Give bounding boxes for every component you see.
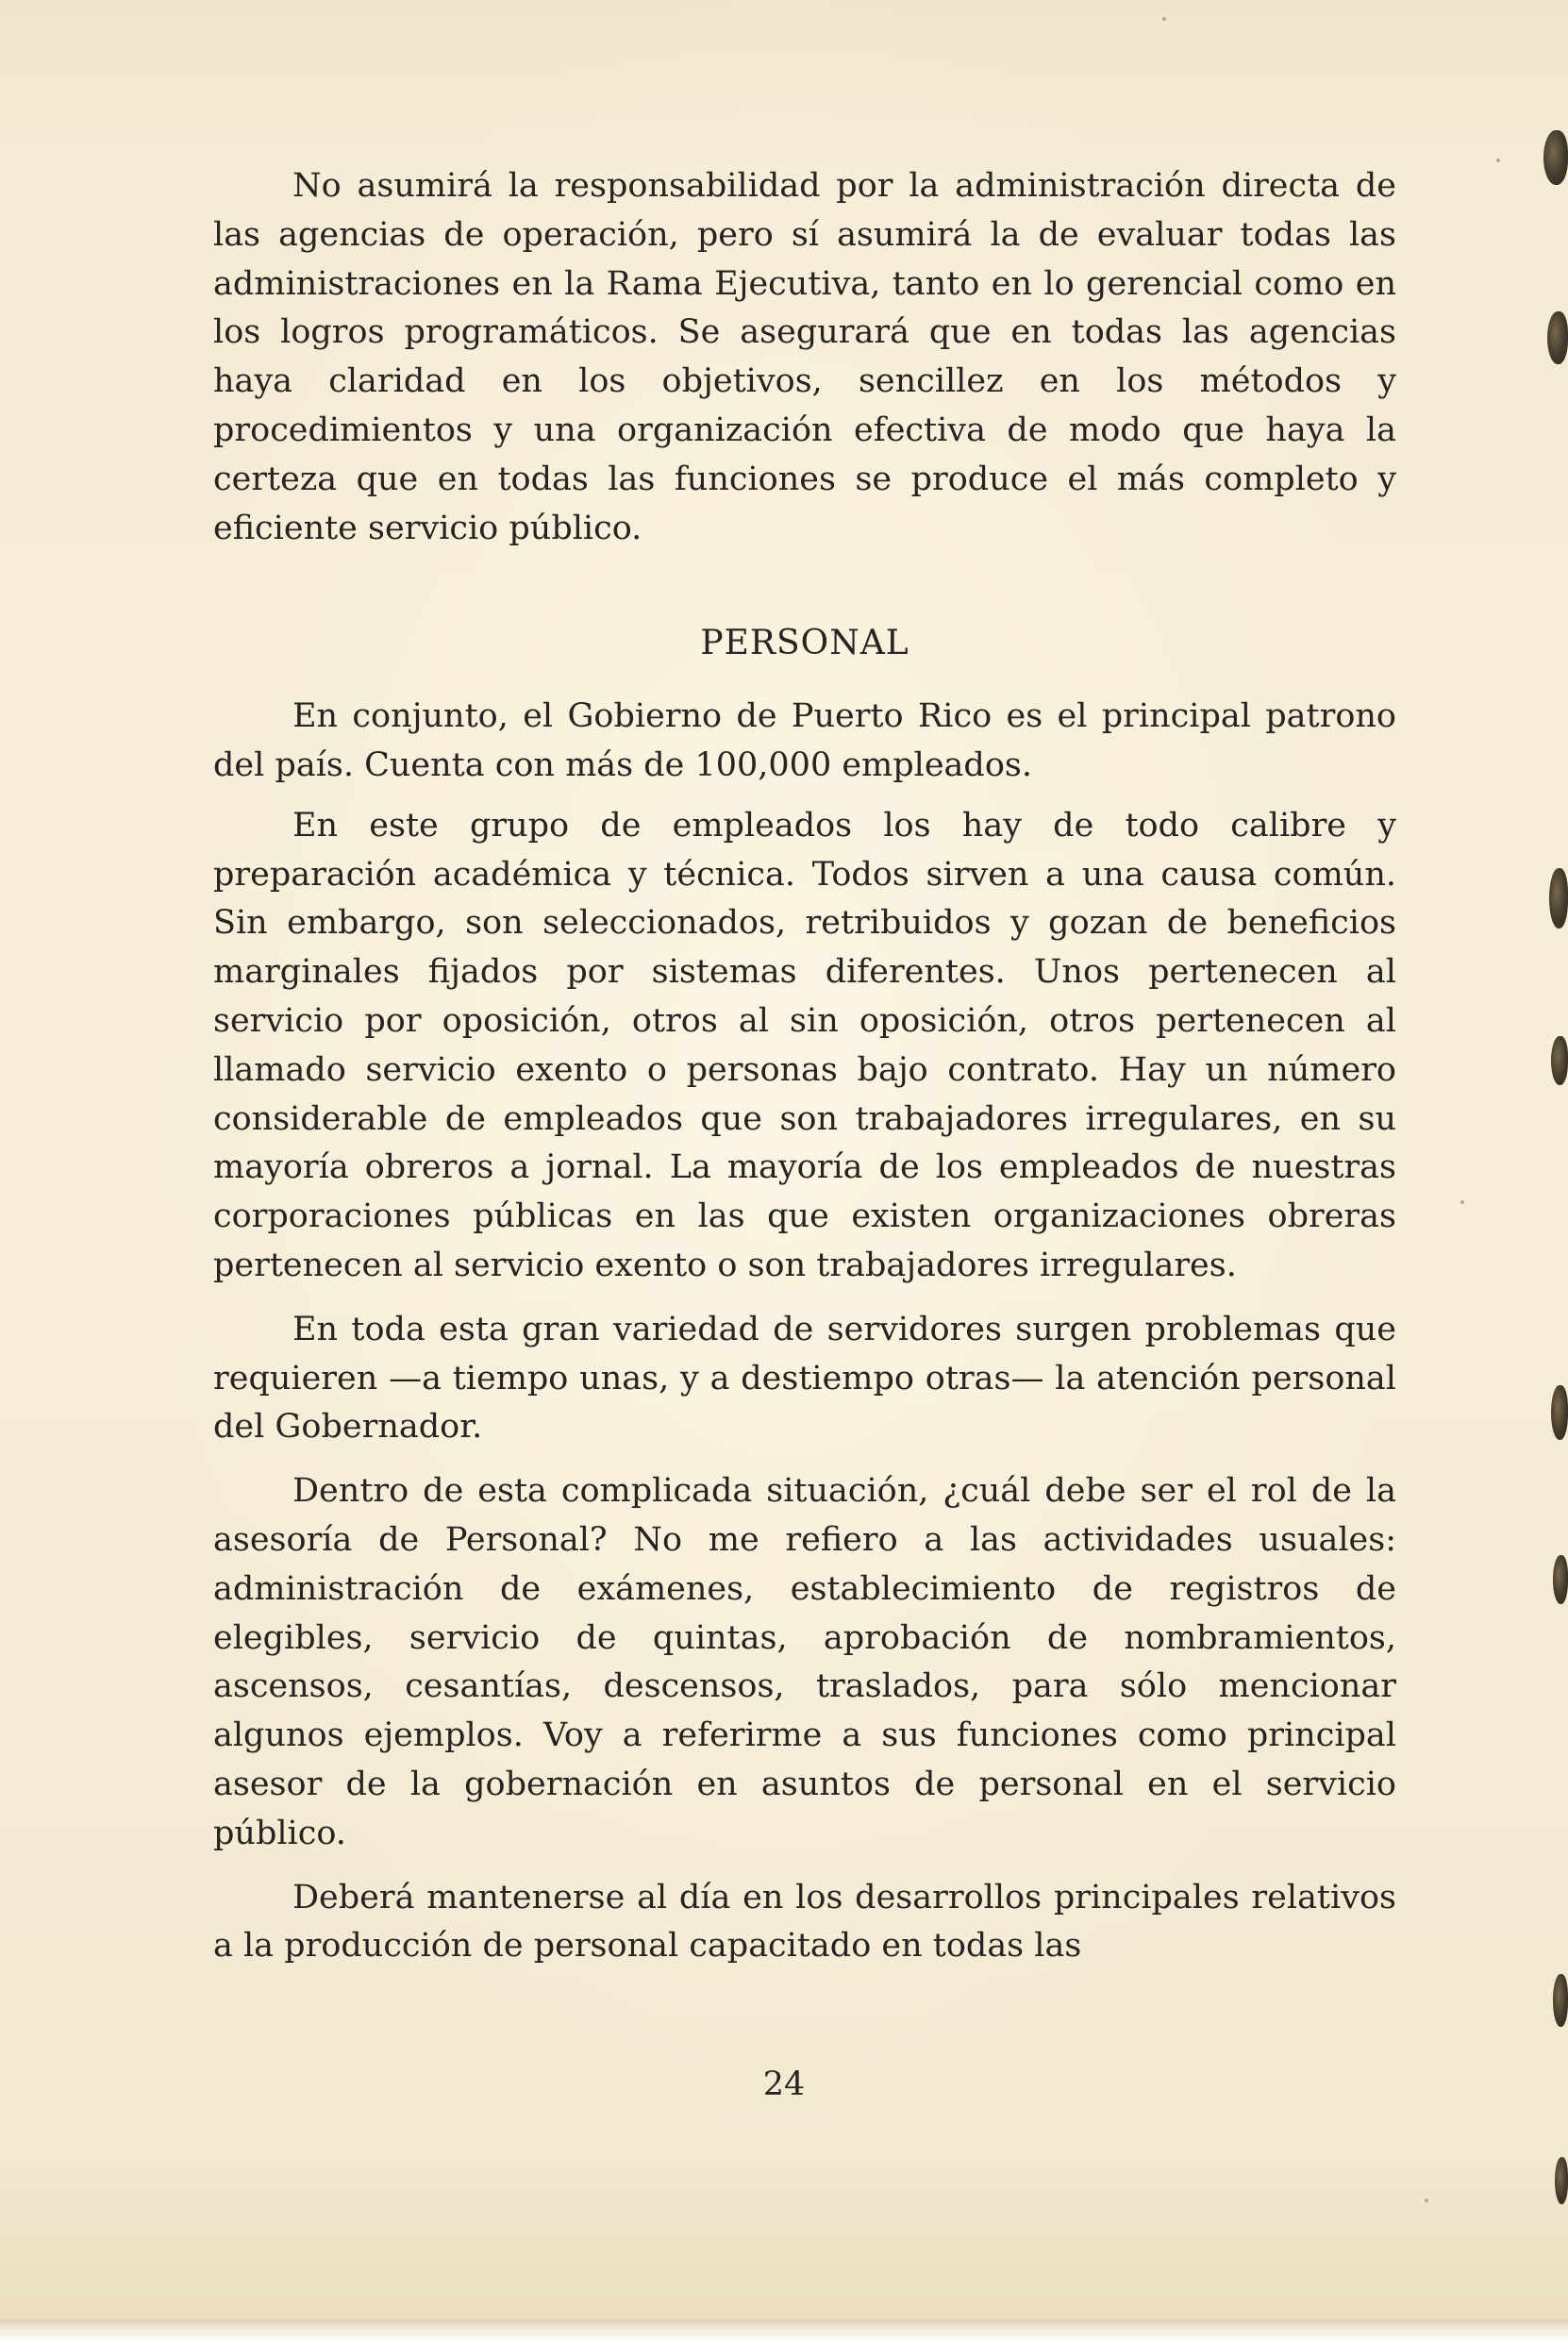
binding-hole-icon — [1555, 2157, 1568, 2204]
binding-hole-icon — [1553, 1555, 1568, 1604]
paper-speck — [1162, 17, 1166, 21]
paragraph-6: Deberá mantenerse al día en los desarrollos principales relativos a la producción de personal capacitado en todas las — [213, 1878, 1396, 1966]
paper-speck — [1496, 159, 1500, 162]
binding-hole-icon — [1551, 1385, 1568, 1440]
page-number: 24 — [762, 2066, 806, 2103]
binding-hole-icon — [1547, 311, 1568, 364]
binding-hole-icon — [1549, 868, 1568, 929]
section-heading: PERSONAL — [700, 624, 909, 663]
binding-hole-icon — [1551, 1036, 1568, 1085]
paragraph-3: En este grupo de empleados los hay de todo calibre y preparación académica y técnica. Todos sirven a una causa común. Sin embargo, son seleccionados, retribuidos y gozan de beneficios marginales fijados por sistemas diferentes. Unos pertenecen al servicio por oposición, otros al sin oposición, otros pertenecen al llamado servicio exento o personas bajo contrato. Hay un número considerable de empleados que son trabajadores irregulares, en su mayoría obreros a jornal. La mayoría de los empleados de nuestras corporaciones públicas en las que existen organizaciones obreras pertenecen al servicio exento o son trabajadores irregulares. — [213, 806, 1396, 1284]
paragraph-4: En toda esta gran variedad de servidores surgen problemas que requieren —a tiempo unas, y a destiempo otras— la atención personal del Gobernador. — [213, 1310, 1396, 1447]
body-text — [213, 162, 1396, 1971]
paragraph-2: En conjunto, el Gobierno de Puerto Rico es el principal patrono del país. Cuenta con más de 100,000 empleados. — [213, 697, 1396, 784]
binding-hole-icon — [1543, 130, 1568, 185]
paragraph-5: Dentro de esta complicada situación, ¿cuál debe ser el rol de la asesoría de Personal? No me refiero a las actividades usuales: administración de exámenes, establecimiento de registros de elegibles, servicio de quintas, aprobación de nombramientos, ascensos, cesantías, descensos, traslados, para sólo mencionar algunos ejemplos. Voy a referirme a sus funciones como principal asesor de la gobernación en asuntos de personal en el servicio público. — [213, 1472, 1396, 1852]
page-bottom-edge — [0, 2319, 1568, 2343]
binding-hole-icon — [1553, 1974, 1568, 2027]
paper-speck — [1425, 2199, 1428, 2202]
paper-speck — [1460, 1200, 1464, 1204]
paragraph-1: No asumirá la responsabilidad por la administración directa de las agencias de operación, pero sí asumirá la de evaluar todas las administraciones en la Rama Ejecutiva, tanto en lo gerencial como en los logros programáticos. Se asegurará que en todas las agencias haya claridad en los objetivos, sencillez en los métodos y procedimientos y una organización efectiva de modo que haya la certeza que en todas las funciones se produce el más completo y eficiente servicio público. — [213, 167, 1396, 547]
